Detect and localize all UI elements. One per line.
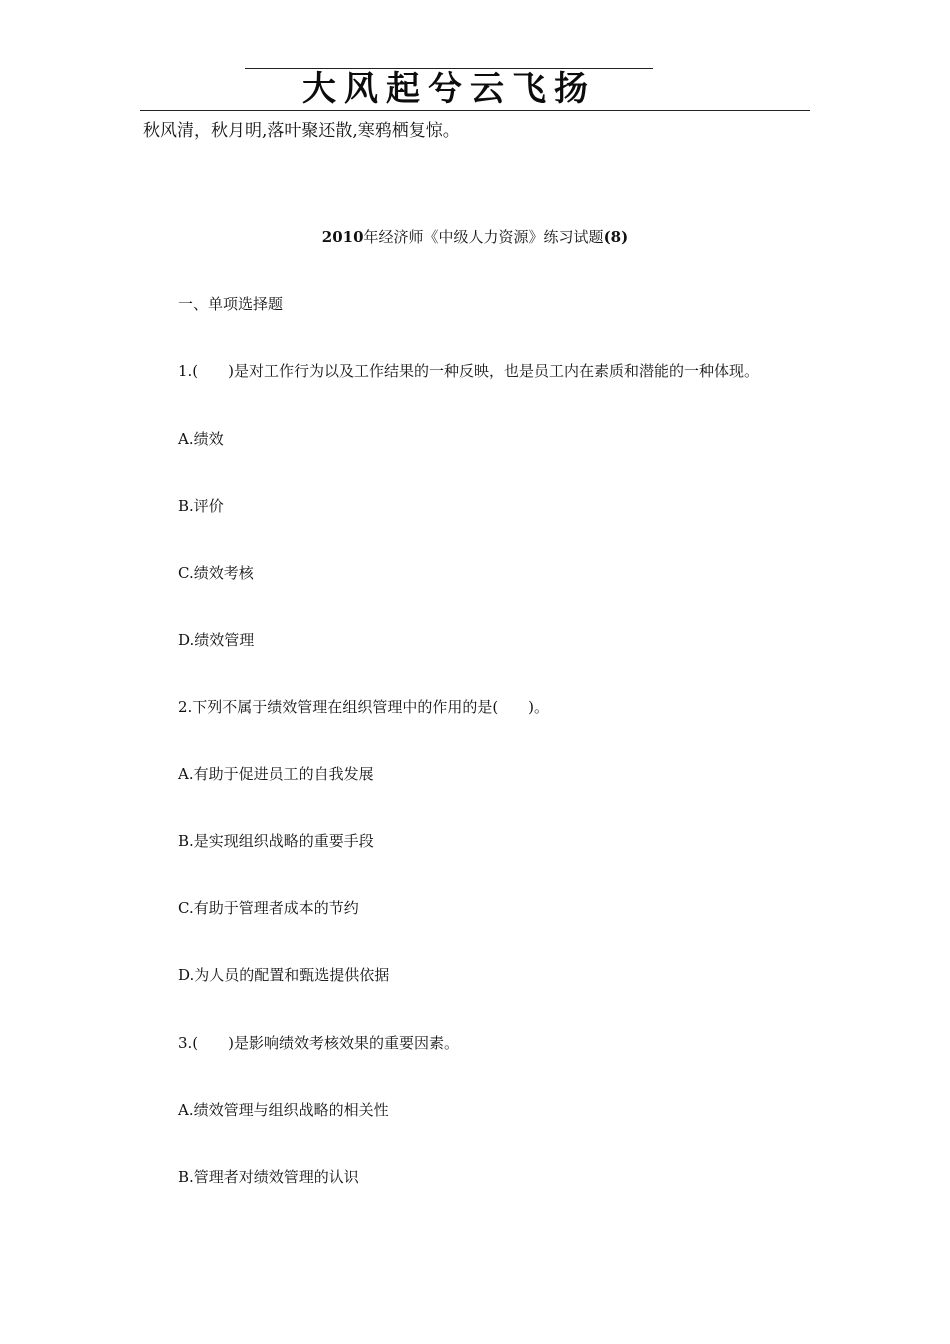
question-1: 1.( )是对工作行为以及工作结果的一种反映，也是员工内在素质和潜能的一种体现。 (178, 362, 760, 380)
question-2-option-c: C.有助于管理者成本的节约 (178, 899, 359, 917)
question-2-option-b: B.是实现组织战略的重要手段 (178, 832, 374, 850)
question-3-option-b: B.管理者对绩效管理的认识 (178, 1168, 359, 1186)
header-banner (0, 0, 950, 112)
question-3: 3.( )是影响绩效考核效果的重要因素。 (178, 1034, 460, 1052)
title-text: 年经济师《中级人力资源》练习试题 (363, 228, 604, 246)
poem-line: 秋风清，秋月明,落叶聚还散,寒鸦栖复惊。 (143, 121, 460, 141)
question-1-option-b: B.评价 (178, 497, 224, 515)
document-title (0, 227, 950, 247)
question-2-option-a: A.有助于促进员工的自我发展 (178, 765, 374, 783)
title-number: (8) (603, 228, 629, 246)
question-2: 2.下列不属于绩效管理在组织管理中的作用的是( )。 (178, 698, 550, 716)
question-2-option-d: D.为人员的配置和甄选提供依据 (178, 966, 390, 984)
question-1-option-d: D.绩效管理 (178, 631, 255, 649)
banner-bottom-rule (140, 110, 810, 111)
title-year: 2010 (321, 228, 364, 246)
question-1-option-c: C.绩效考核 (178, 564, 254, 582)
question-3-option-a: A.绩效管理与组织战略的相关性 (178, 1101, 389, 1119)
section-heading: 一、单项选择题 (178, 295, 284, 313)
banner-calligraphy-title: 大风起兮云飞扬 (302, 69, 596, 109)
question-1-option-a: A.绩效 (178, 430, 224, 448)
